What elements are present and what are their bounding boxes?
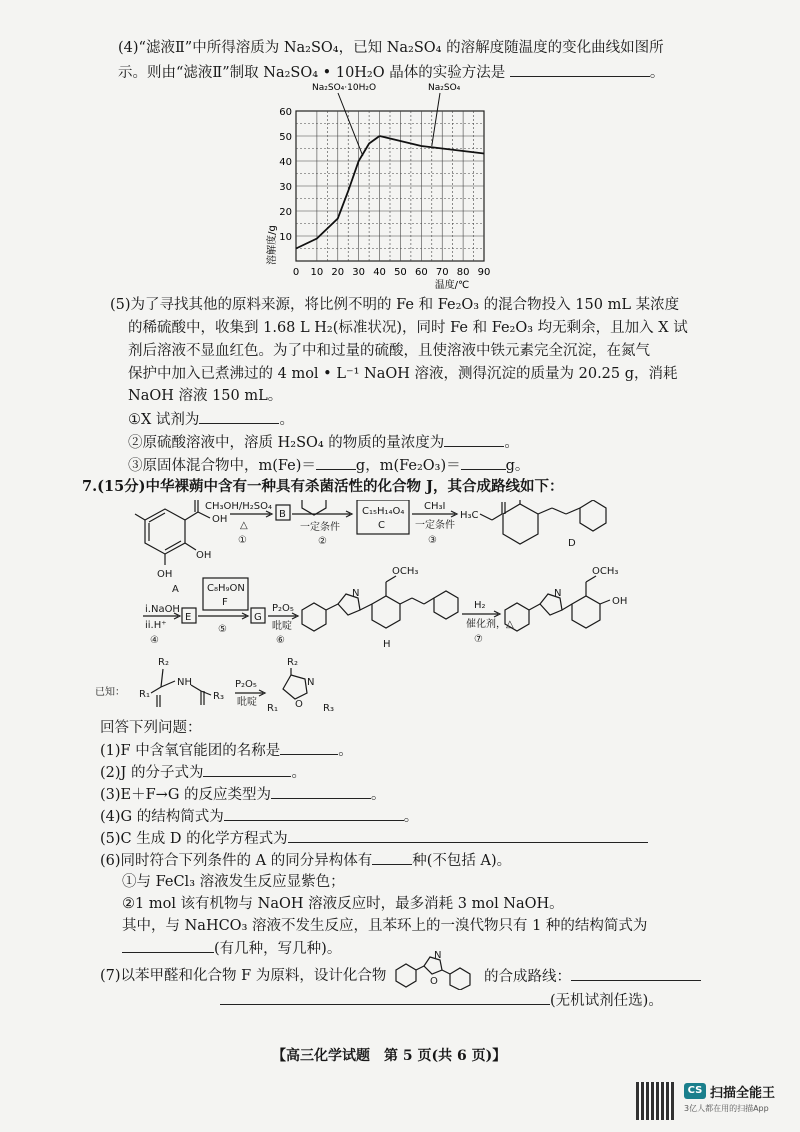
- q7-heading: 7.(15分)中华裸蒴中含有一种具有杀菌活性的化合物 J，其合成路线如下：: [82, 478, 564, 495]
- q5-sub1-text: ①X 试剂为: [128, 412, 200, 428]
- label-a: A: [172, 584, 179, 595]
- known-prod-r3: R₃: [323, 703, 334, 714]
- annotation-anhydrous: Na₂SO₄: [428, 83, 461, 93]
- answer-7-line2: [220, 990, 663, 1011]
- q5-sub3-b: g，m(Fe₂O₃)＝: [355, 458, 461, 474]
- answer-3-dot: 。: [371, 787, 386, 803]
- answer-7-tail2: (无机试剂任选)。: [550, 993, 663, 1009]
- known-cond: 吡啶: [237, 697, 257, 708]
- a-oh-right: OH: [196, 550, 212, 561]
- y-tick-label: 60: [279, 107, 292, 118]
- label-h: H: [383, 639, 391, 650]
- d-benzyl-ring: [580, 500, 606, 531]
- answer-7-tail: [484, 966, 701, 987]
- y-tick-label: 20: [279, 207, 292, 218]
- camscanner-logo: CS: [684, 1083, 706, 1099]
- benzyl-ring: [302, 500, 326, 515]
- step-5: ⑤: [218, 624, 227, 635]
- answer-5-blank[interactable]: [288, 828, 648, 843]
- q5-sub3-a: ③原固体混合物中，m(Fe)＝: [128, 458, 316, 474]
- cond-2: ②1 mol 该有机物与 NaOH 溶液反应时，最多消耗 3 mol NaOH。: [122, 896, 564, 912]
- q4-end: 。: [649, 65, 665, 81]
- known-reagent: P₂O₅: [235, 679, 257, 690]
- cond-4-text: (有几种，写几种)。: [214, 941, 342, 957]
- q5-sub3-c: g。: [505, 458, 530, 474]
- a-oh-top: OH: [212, 514, 228, 525]
- known-reaction: [95, 655, 495, 725]
- cond-2: 一定条件: [300, 522, 340, 533]
- cond-4: [122, 938, 341, 959]
- answer-3: [100, 784, 386, 805]
- chart-ticks: [279, 107, 490, 278]
- answer-2-blank[interactable]: [203, 762, 291, 777]
- cond-3: 一定条件: [415, 520, 455, 531]
- answer-7: [100, 966, 386, 986]
- step-7: ⑦: [474, 634, 483, 645]
- label-f: F: [222, 597, 228, 608]
- step-3: ③: [428, 535, 437, 546]
- step-1: ①: [238, 535, 247, 546]
- x-tick-label: 80: [456, 267, 470, 278]
- answer-2-text: (2)J 的分子式为: [100, 765, 204, 781]
- y-tick-label: 30: [279, 182, 292, 193]
- q5-sub1-dot: 。: [279, 412, 294, 428]
- label-e: E: [185, 612, 192, 623]
- q5-line2: 的稀硫酸中，收集到 1.68 L H₂(标准状况)，同时 Fe 和 Fe₂O₃ 均无剩余，且加入 X 试: [128, 320, 688, 336]
- target-compound: [392, 950, 482, 990]
- answer-7-route-blank[interactable]: [220, 990, 550, 1005]
- answer-1-text: (1)F 中含氧官能团的名称是: [100, 743, 281, 759]
- known-nh: NH: [177, 677, 192, 688]
- q5-sub1-blank[interactable]: [199, 409, 279, 424]
- q5-line3: 剂后溶液不显血红色。为了中和过量的硫酸，且使溶液中铁元素完全沉淀，在氮气: [128, 343, 650, 359]
- compound-d-ring: [503, 504, 538, 544]
- d-h3c: H₃C: [460, 510, 479, 521]
- answer-4: [100, 806, 418, 827]
- j-oh: OH: [612, 596, 628, 607]
- f-formula: C₈H₉ON: [207, 583, 245, 594]
- step-4: ④: [150, 635, 159, 646]
- reagent-4b: ii.H⁺: [145, 620, 167, 631]
- j-och3: OCH₃: [592, 566, 619, 577]
- h-n: N: [352, 588, 360, 599]
- a-oh-bottom: OH: [157, 569, 173, 580]
- x-tick-label: 50: [394, 267, 407, 278]
- label-g: G: [254, 612, 262, 623]
- answer-2-dot: 。: [291, 765, 306, 781]
- x-tick-label: 10: [310, 267, 324, 278]
- step-6: ⑥: [276, 635, 285, 646]
- known-label: 已知：: [95, 687, 125, 698]
- answer-4-dot: 。: [403, 809, 419, 825]
- h-benzyl-ring: [434, 591, 458, 619]
- known-r2: R₂: [158, 657, 169, 668]
- cond-1: ①与 FeCl₃ 溶液发生反应显紫色；: [122, 874, 345, 890]
- answer-1-dot: 。: [338, 743, 353, 759]
- target-o: O: [430, 976, 438, 987]
- x-tick-label: 70: [435, 267, 449, 278]
- answer-3-text: (3)E＋F→G 的反应类型为: [100, 787, 272, 803]
- known-prod-r1: R₁: [267, 703, 278, 714]
- q5-sub1: [128, 409, 294, 430]
- known-r1: R₁: [139, 689, 150, 700]
- y-tick-label: 40: [279, 157, 292, 168]
- q5-line1: (5)为了寻找其他的原料来源，将比例不明的 Fe 和 Fe₂O₃ 的混合物投入 150 mL 某浓度: [110, 297, 680, 313]
- label-d: D: [568, 538, 576, 549]
- answer-7-blank[interactable]: [571, 966, 701, 981]
- x-axis-label: 温度/℃: [434, 280, 470, 291]
- x-tick-label: 20: [331, 267, 345, 278]
- j-core-ring: [572, 596, 600, 628]
- h-phenyl-ring: [302, 603, 326, 631]
- answer-6-text: (6)同时符合下列条件的 A 的同分异构体有: [100, 853, 373, 869]
- q5-fe-blank[interactable]: [316, 455, 356, 470]
- answer-2: [100, 762, 306, 783]
- h-core-ring: [372, 596, 400, 628]
- known-prod-o: O: [295, 699, 303, 710]
- answer-4-blank[interactable]: [224, 806, 404, 821]
- answer-1: [100, 740, 353, 761]
- y-tick-label: 10: [279, 232, 292, 243]
- reagent-6: P₂O₅: [272, 603, 294, 614]
- page-footer: 【高三化学试题 第 5 页(共 6 页)】: [272, 1048, 507, 1064]
- label-c: C: [378, 520, 385, 531]
- target-n: N: [434, 950, 442, 961]
- reagent-4a: i.NaOH: [145, 604, 180, 615]
- step-2: ②: [318, 536, 327, 547]
- x-tick-label: 40: [373, 267, 386, 278]
- camscanner-tagline: 3亿人都在用的扫描App: [684, 1104, 769, 1113]
- q5-line5: NaOH 溶液 150 mL。: [128, 388, 283, 404]
- h-och3: OCH₃: [392, 566, 419, 577]
- reagent-7: H₂: [474, 600, 486, 611]
- y-tick-label: 50: [279, 132, 292, 143]
- q5-sub3: [128, 455, 529, 476]
- label-b: B: [279, 509, 286, 520]
- q5-sub2-text: ②原硫酸溶液中，溶质 H₂SO₄ 的物质的量浓度为: [128, 435, 445, 451]
- answer-6-tail: 种(不包括 A)。: [412, 853, 512, 869]
- answer-6-blank[interactable]: [372, 850, 412, 865]
- chart-grid: [296, 111, 484, 261]
- compound-a-ring: [145, 509, 185, 554]
- cond-7: 催化剂，△: [466, 619, 514, 630]
- reagent-1: CH₃OH/H₂SO₄: [205, 501, 273, 512]
- q5-line4: 保护中加入已煮沸过的 4 mol • L⁻¹ NaOH 溶液，测得沉淀的质量为 20.25 g，消耗: [128, 366, 678, 382]
- target-right-ring: [450, 968, 470, 990]
- reagent-3: CH₃I: [424, 501, 446, 512]
- known-r3: R₃: [213, 691, 224, 702]
- annotation-decahydrate: Na₂SO₄·10H₂O: [312, 83, 377, 93]
- answer-3-blank[interactable]: [271, 784, 371, 799]
- answer-1-blank[interactable]: [280, 740, 338, 755]
- x-tick-label: 90: [477, 267, 491, 278]
- qr-code-icon: [636, 1082, 674, 1120]
- cond-6: 吡啶: [272, 621, 292, 632]
- q5-sub2-blank[interactable]: [444, 432, 504, 447]
- heat-1: △: [240, 520, 248, 531]
- pointer-decahydrate: [338, 93, 363, 156]
- x-tick-label: 60: [414, 267, 428, 278]
- target-left-ring: [396, 964, 416, 987]
- q4-line1: (4)“滤液Ⅱ”中所得溶质为 Na₂SO₄，已知 Na₂SO₄ 的溶解度随温度的变化曲线如图所: [118, 40, 664, 56]
- x-tick-label: 0: [292, 267, 300, 278]
- answer-7-tail-text: 的合成路线：: [484, 969, 571, 985]
- y-axis-label: 溶解度/g: [267, 225, 278, 265]
- answer-5: [100, 828, 648, 849]
- answer-5-text: (5)C 生成 D 的化学方程式为: [100, 831, 288, 847]
- q5-sub2-dot: 。: [504, 435, 519, 451]
- answer-6: [100, 850, 511, 871]
- known-prod-r2: R₂: [287, 657, 298, 668]
- known-oxazole-ring: [283, 675, 307, 699]
- q5-fe2o3-blank[interactable]: [461, 455, 506, 470]
- cond-3: 其中，与 NaHCO₃ 溶液不发生反应，且苯环上的一溴代物只有 1 种的结构简式为: [122, 918, 648, 934]
- x-tick-label: 30: [352, 267, 366, 278]
- camscanner-name: 扫描全能王: [710, 1086, 776, 1101]
- q4-line2-text: 示。则由“滤液Ⅱ”制取 Na₂SO₄ • 10H₂O 晶体的实验方法是: [118, 65, 506, 81]
- answers-intro: 回答下列问题：: [100, 720, 202, 736]
- pointer-anhydrous: [432, 93, 440, 146]
- known-prod-n: N: [307, 677, 315, 688]
- c-formula: C₁₅H₁₄O₄: [362, 506, 405, 517]
- answer-6-structure-blank[interactable]: [122, 938, 214, 953]
- q5-sub2: [128, 432, 519, 453]
- j-n: N: [554, 588, 562, 599]
- answer-7-text: (7)以苯甲醛和化合物 F 为原料，设计化合物: [100, 968, 387, 984]
- answer-4-text: (4)G 的结构简式为: [100, 809, 224, 825]
